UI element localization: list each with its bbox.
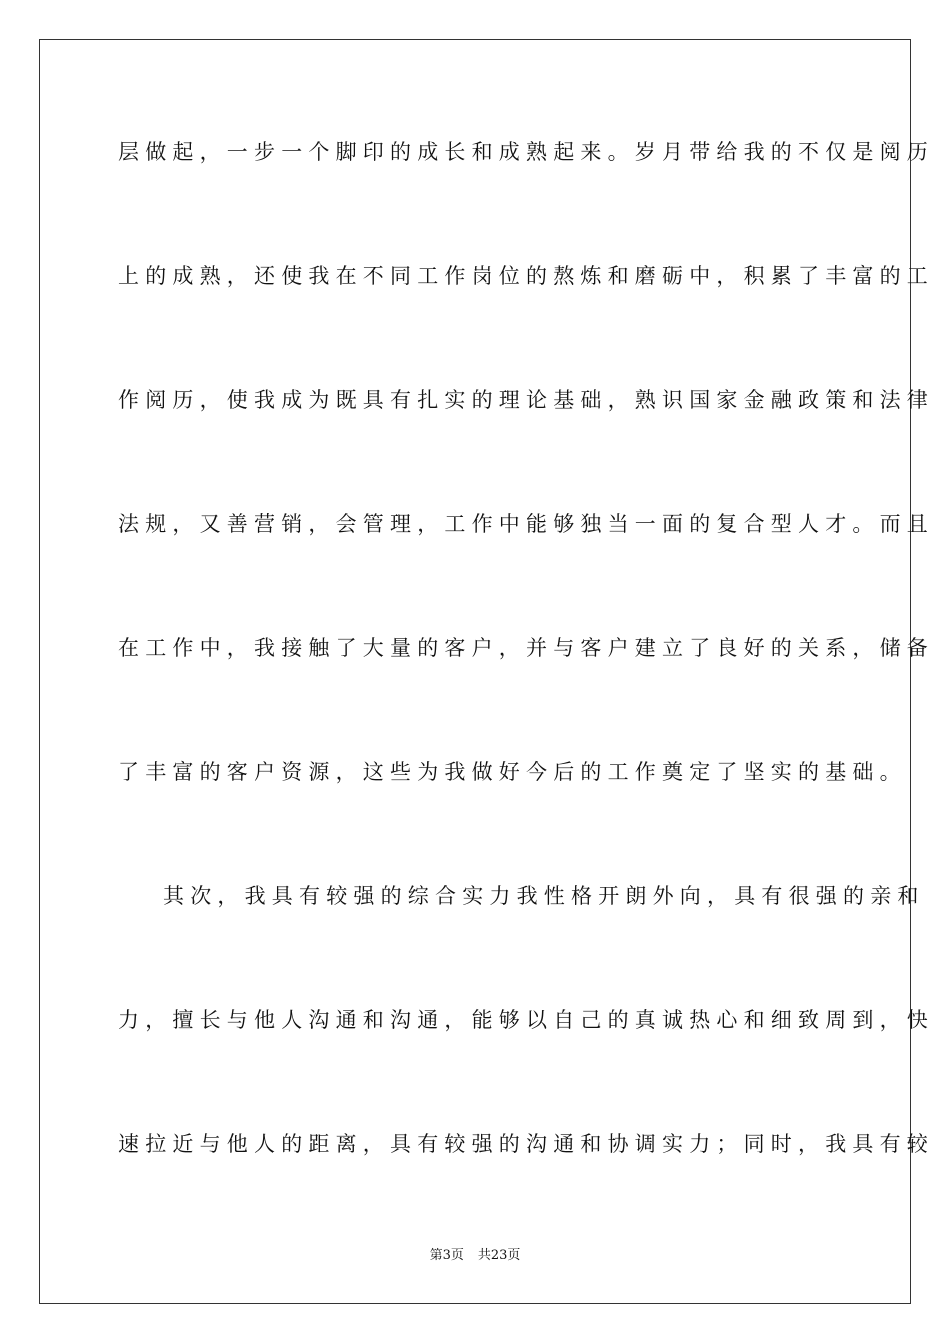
body-text-line: 作阅历，使我成为既具有扎实的理论基础，熟识国家金融政策和法律 [118,388,934,412]
paragraph-first-line: 其次，我具有较强的综合实力我性格开朗外向，具有很强的亲和 [163,884,925,908]
body-text-line: 层做起，一步一个脚印的成长和成熟起来。岁月带给我的不仅是阅历 [118,140,934,164]
total-pages: 共23页 [477,1248,521,1263]
body-text-line: 速拉近与他人的距离，具有较强的沟通和协调实力；同时，我具有较 [118,1132,934,1156]
body-text-line: 在工作中，我接触了大量的客户，并与客户建立了良好的关系，储备 [118,636,934,660]
page-number: 第3页 [429,1248,464,1263]
body-text-line: 了丰富的客户资源，这些为我做好今后的工作奠定了坚实的基础。 [118,760,907,784]
page-border [39,39,934,1304]
page-footer [0,1248,950,1264]
body-text-line: 力，擅长与他人沟通和沟通，能够以自己的真诚热心和细致周到，快 [118,1008,934,1032]
body-text-line: 上的成熟，还使我在不同工作岗位的熬炼和磨砺中，积累了丰富的工 [118,264,934,288]
body-text-line: 法规，又善营销，会管理，工作中能够独当一面的复合型人才。而且 [118,512,934,536]
